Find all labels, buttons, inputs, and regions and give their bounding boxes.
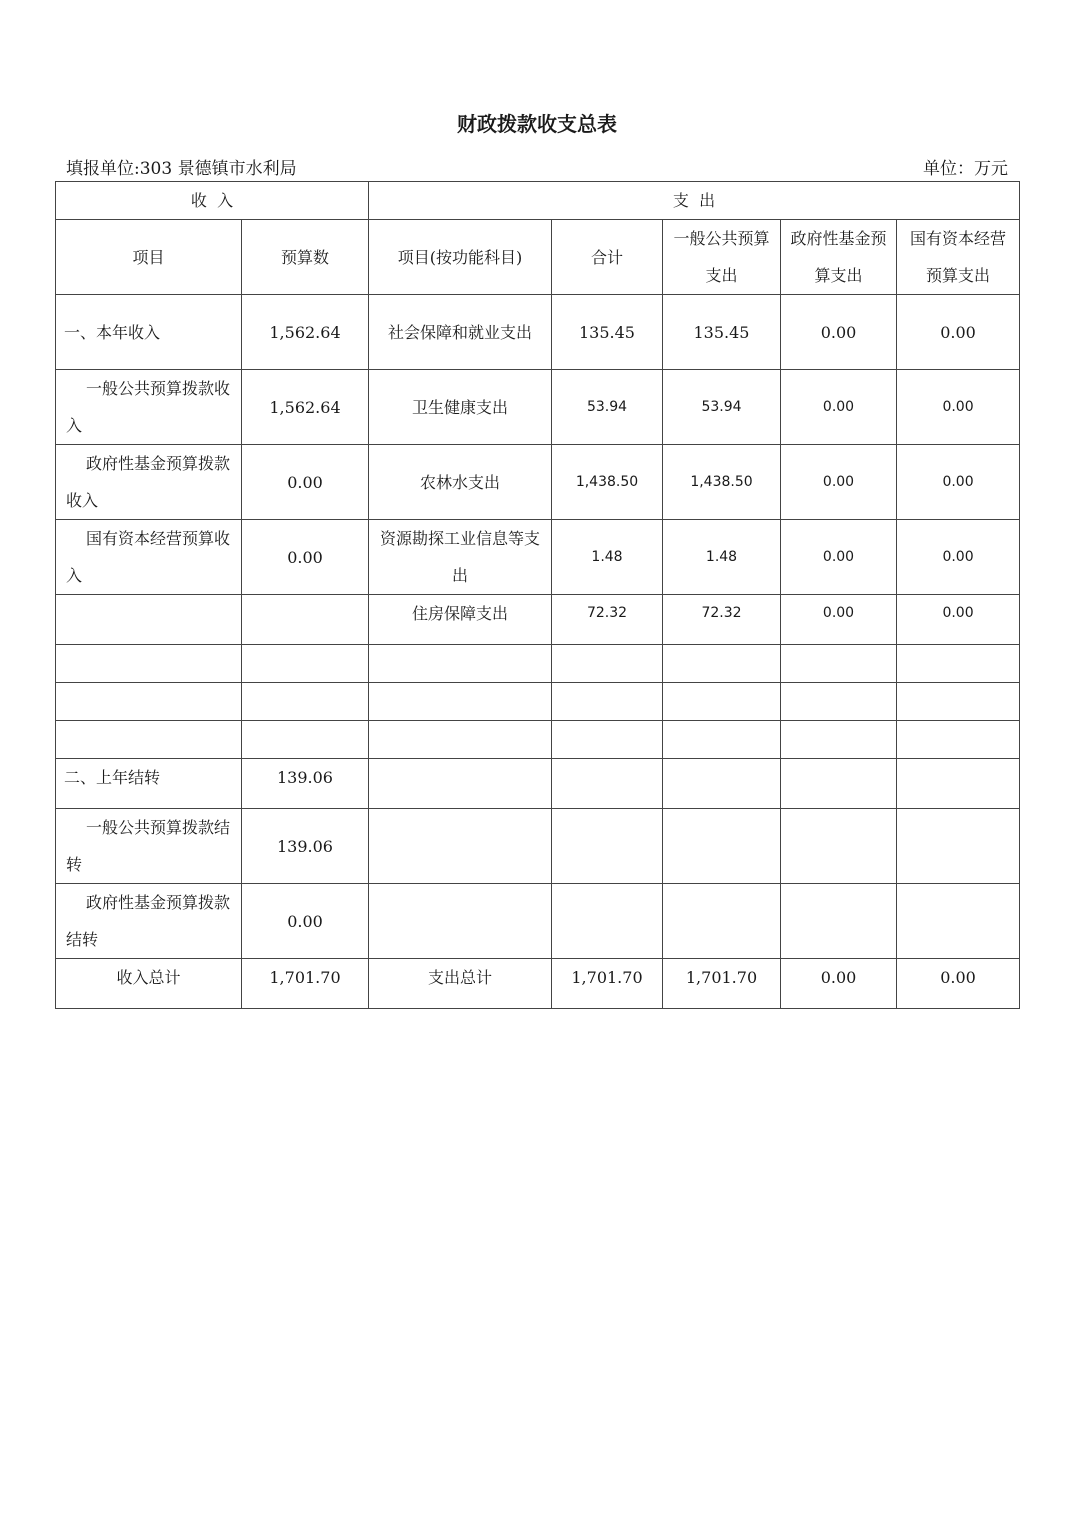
expense-fund: 0.00 bbox=[781, 520, 897, 595]
empty-cell bbox=[56, 721, 242, 759]
empty-cell bbox=[242, 683, 369, 721]
table-row bbox=[56, 884, 1020, 959]
expense-label: 住房保障支出 bbox=[369, 595, 552, 645]
table-row bbox=[56, 809, 1020, 884]
table-row bbox=[56, 759, 1020, 809]
expense-state: 0.00 bbox=[897, 520, 1020, 595]
empty-cell bbox=[781, 884, 897, 959]
expense-fund: 0.00 bbox=[781, 595, 897, 645]
table-row bbox=[56, 683, 1020, 721]
col-header-total: 合计 bbox=[552, 220, 663, 295]
empty-cell bbox=[781, 809, 897, 884]
expense-label: 农林水支出 bbox=[369, 445, 552, 520]
expense-total: 1,438.50 bbox=[552, 445, 663, 520]
empty-cell bbox=[897, 683, 1020, 721]
income-label: 国有资本经营预算收入 bbox=[56, 520, 242, 595]
income-label: 二、上年结转 bbox=[56, 759, 242, 809]
col-header-general: 一般公共预算支出 bbox=[663, 220, 781, 295]
income-value: 0.00 bbox=[242, 884, 369, 959]
empty-cell bbox=[663, 884, 781, 959]
expense-state: 0.00 bbox=[897, 370, 1020, 445]
empty-cell bbox=[369, 884, 552, 959]
empty-cell bbox=[56, 683, 242, 721]
expense-total-general: 1,701.70 bbox=[663, 959, 781, 1009]
empty-cell bbox=[663, 759, 781, 809]
empty-cell bbox=[781, 645, 897, 683]
income-value: 0.00 bbox=[242, 445, 369, 520]
table-row bbox=[56, 445, 1020, 520]
empty-cell bbox=[552, 683, 663, 721]
empty-cell bbox=[552, 809, 663, 884]
empty-cell bbox=[369, 809, 552, 884]
income-value: 0.00 bbox=[242, 520, 369, 595]
section-header-row bbox=[56, 182, 1020, 220]
empty-cell bbox=[781, 683, 897, 721]
empty-cell bbox=[552, 721, 663, 759]
empty-cell bbox=[242, 721, 369, 759]
page-title: 财政拨款收支总表 bbox=[457, 112, 617, 136]
expense-state: 0.00 bbox=[897, 445, 1020, 520]
table-row bbox=[56, 645, 1020, 683]
expense-fund: 0.00 bbox=[781, 295, 897, 370]
expense-total: 72.32 bbox=[552, 595, 663, 645]
table-row bbox=[56, 295, 1020, 370]
expense-label: 卫生健康支出 bbox=[369, 370, 552, 445]
empty-cell bbox=[369, 683, 552, 721]
expense-fund: 0.00 bbox=[781, 445, 897, 520]
income-label: 一般公共预算拨款结转 bbox=[56, 809, 242, 884]
table-row bbox=[56, 721, 1020, 759]
empty-cell bbox=[56, 595, 242, 645]
reporting-unit: 填报单位:303 景德镇市水利局 bbox=[66, 159, 297, 179]
currency-unit: 单位：万元 bbox=[923, 159, 1008, 179]
col-header-func: 项目(按功能科目) bbox=[369, 220, 552, 295]
col-header-fund: 政府性基金预算支出 bbox=[781, 220, 897, 295]
empty-cell bbox=[781, 721, 897, 759]
income-label: 政府性基金预算拨款收入 bbox=[56, 445, 242, 520]
table-row bbox=[56, 520, 1020, 595]
income-value: 139.06 bbox=[242, 759, 369, 809]
table-row bbox=[56, 370, 1020, 445]
empty-cell bbox=[663, 683, 781, 721]
income-label: 政府性基金预算拨款结转 bbox=[56, 884, 242, 959]
empty-cell bbox=[663, 809, 781, 884]
income-total-value: 1,701.70 bbox=[242, 959, 369, 1009]
expense-general: 53.94 bbox=[663, 370, 781, 445]
col-header-state: 国有资本经营预算支出 bbox=[897, 220, 1020, 295]
total-row bbox=[56, 959, 1020, 1009]
empty-cell bbox=[242, 595, 369, 645]
empty-cell bbox=[897, 759, 1020, 809]
income-value: 1,562.64 bbox=[242, 295, 369, 370]
empty-cell bbox=[369, 721, 552, 759]
empty-cell bbox=[242, 645, 369, 683]
empty-cell bbox=[56, 645, 242, 683]
expense-section-header: 支 出 bbox=[369, 182, 1020, 220]
income-label: 一般公共预算拨款收入 bbox=[56, 370, 242, 445]
expense-general: 72.32 bbox=[663, 595, 781, 645]
empty-cell bbox=[781, 759, 897, 809]
income-value: 1,562.64 bbox=[242, 370, 369, 445]
income-value: 139.06 bbox=[242, 809, 369, 884]
empty-cell bbox=[897, 884, 1020, 959]
empty-cell bbox=[369, 759, 552, 809]
expense-total-label: 支出总计 bbox=[369, 959, 552, 1009]
expense-general: 1.48 bbox=[663, 520, 781, 595]
col-header-item: 项目 bbox=[56, 220, 242, 295]
empty-cell bbox=[552, 759, 663, 809]
expense-state: 0.00 bbox=[897, 595, 1020, 645]
expense-state: 0.00 bbox=[897, 295, 1020, 370]
expense-fund: 0.00 bbox=[781, 370, 897, 445]
column-header-row bbox=[56, 220, 1020, 295]
empty-cell bbox=[552, 884, 663, 959]
income-section-header: 收 入 bbox=[56, 182, 369, 220]
empty-cell bbox=[552, 645, 663, 683]
expense-total: 53.94 bbox=[552, 370, 663, 445]
expense-total: 135.45 bbox=[552, 295, 663, 370]
expense-general: 135.45 bbox=[663, 295, 781, 370]
empty-cell bbox=[897, 809, 1020, 884]
empty-cell bbox=[369, 645, 552, 683]
empty-cell bbox=[897, 645, 1020, 683]
empty-cell bbox=[663, 721, 781, 759]
table-row bbox=[56, 595, 1020, 645]
expense-total-fund: 0.00 bbox=[781, 959, 897, 1009]
empty-cell bbox=[663, 645, 781, 683]
income-label: 一、本年收入 bbox=[56, 295, 242, 370]
expense-total-state: 0.00 bbox=[897, 959, 1020, 1009]
expense-general: 1,438.50 bbox=[663, 445, 781, 520]
income-total-label: 收入总计 bbox=[56, 959, 242, 1009]
expense-label: 资源勘探工业信息等支出 bbox=[369, 520, 552, 595]
empty-cell bbox=[897, 721, 1020, 759]
budget-table bbox=[55, 181, 1020, 1009]
expense-total: 1.48 bbox=[552, 520, 663, 595]
col-header-budget: 预算数 bbox=[242, 220, 369, 295]
expense-label: 社会保障和就业支出 bbox=[369, 295, 552, 370]
expense-total-total: 1,701.70 bbox=[552, 959, 663, 1009]
